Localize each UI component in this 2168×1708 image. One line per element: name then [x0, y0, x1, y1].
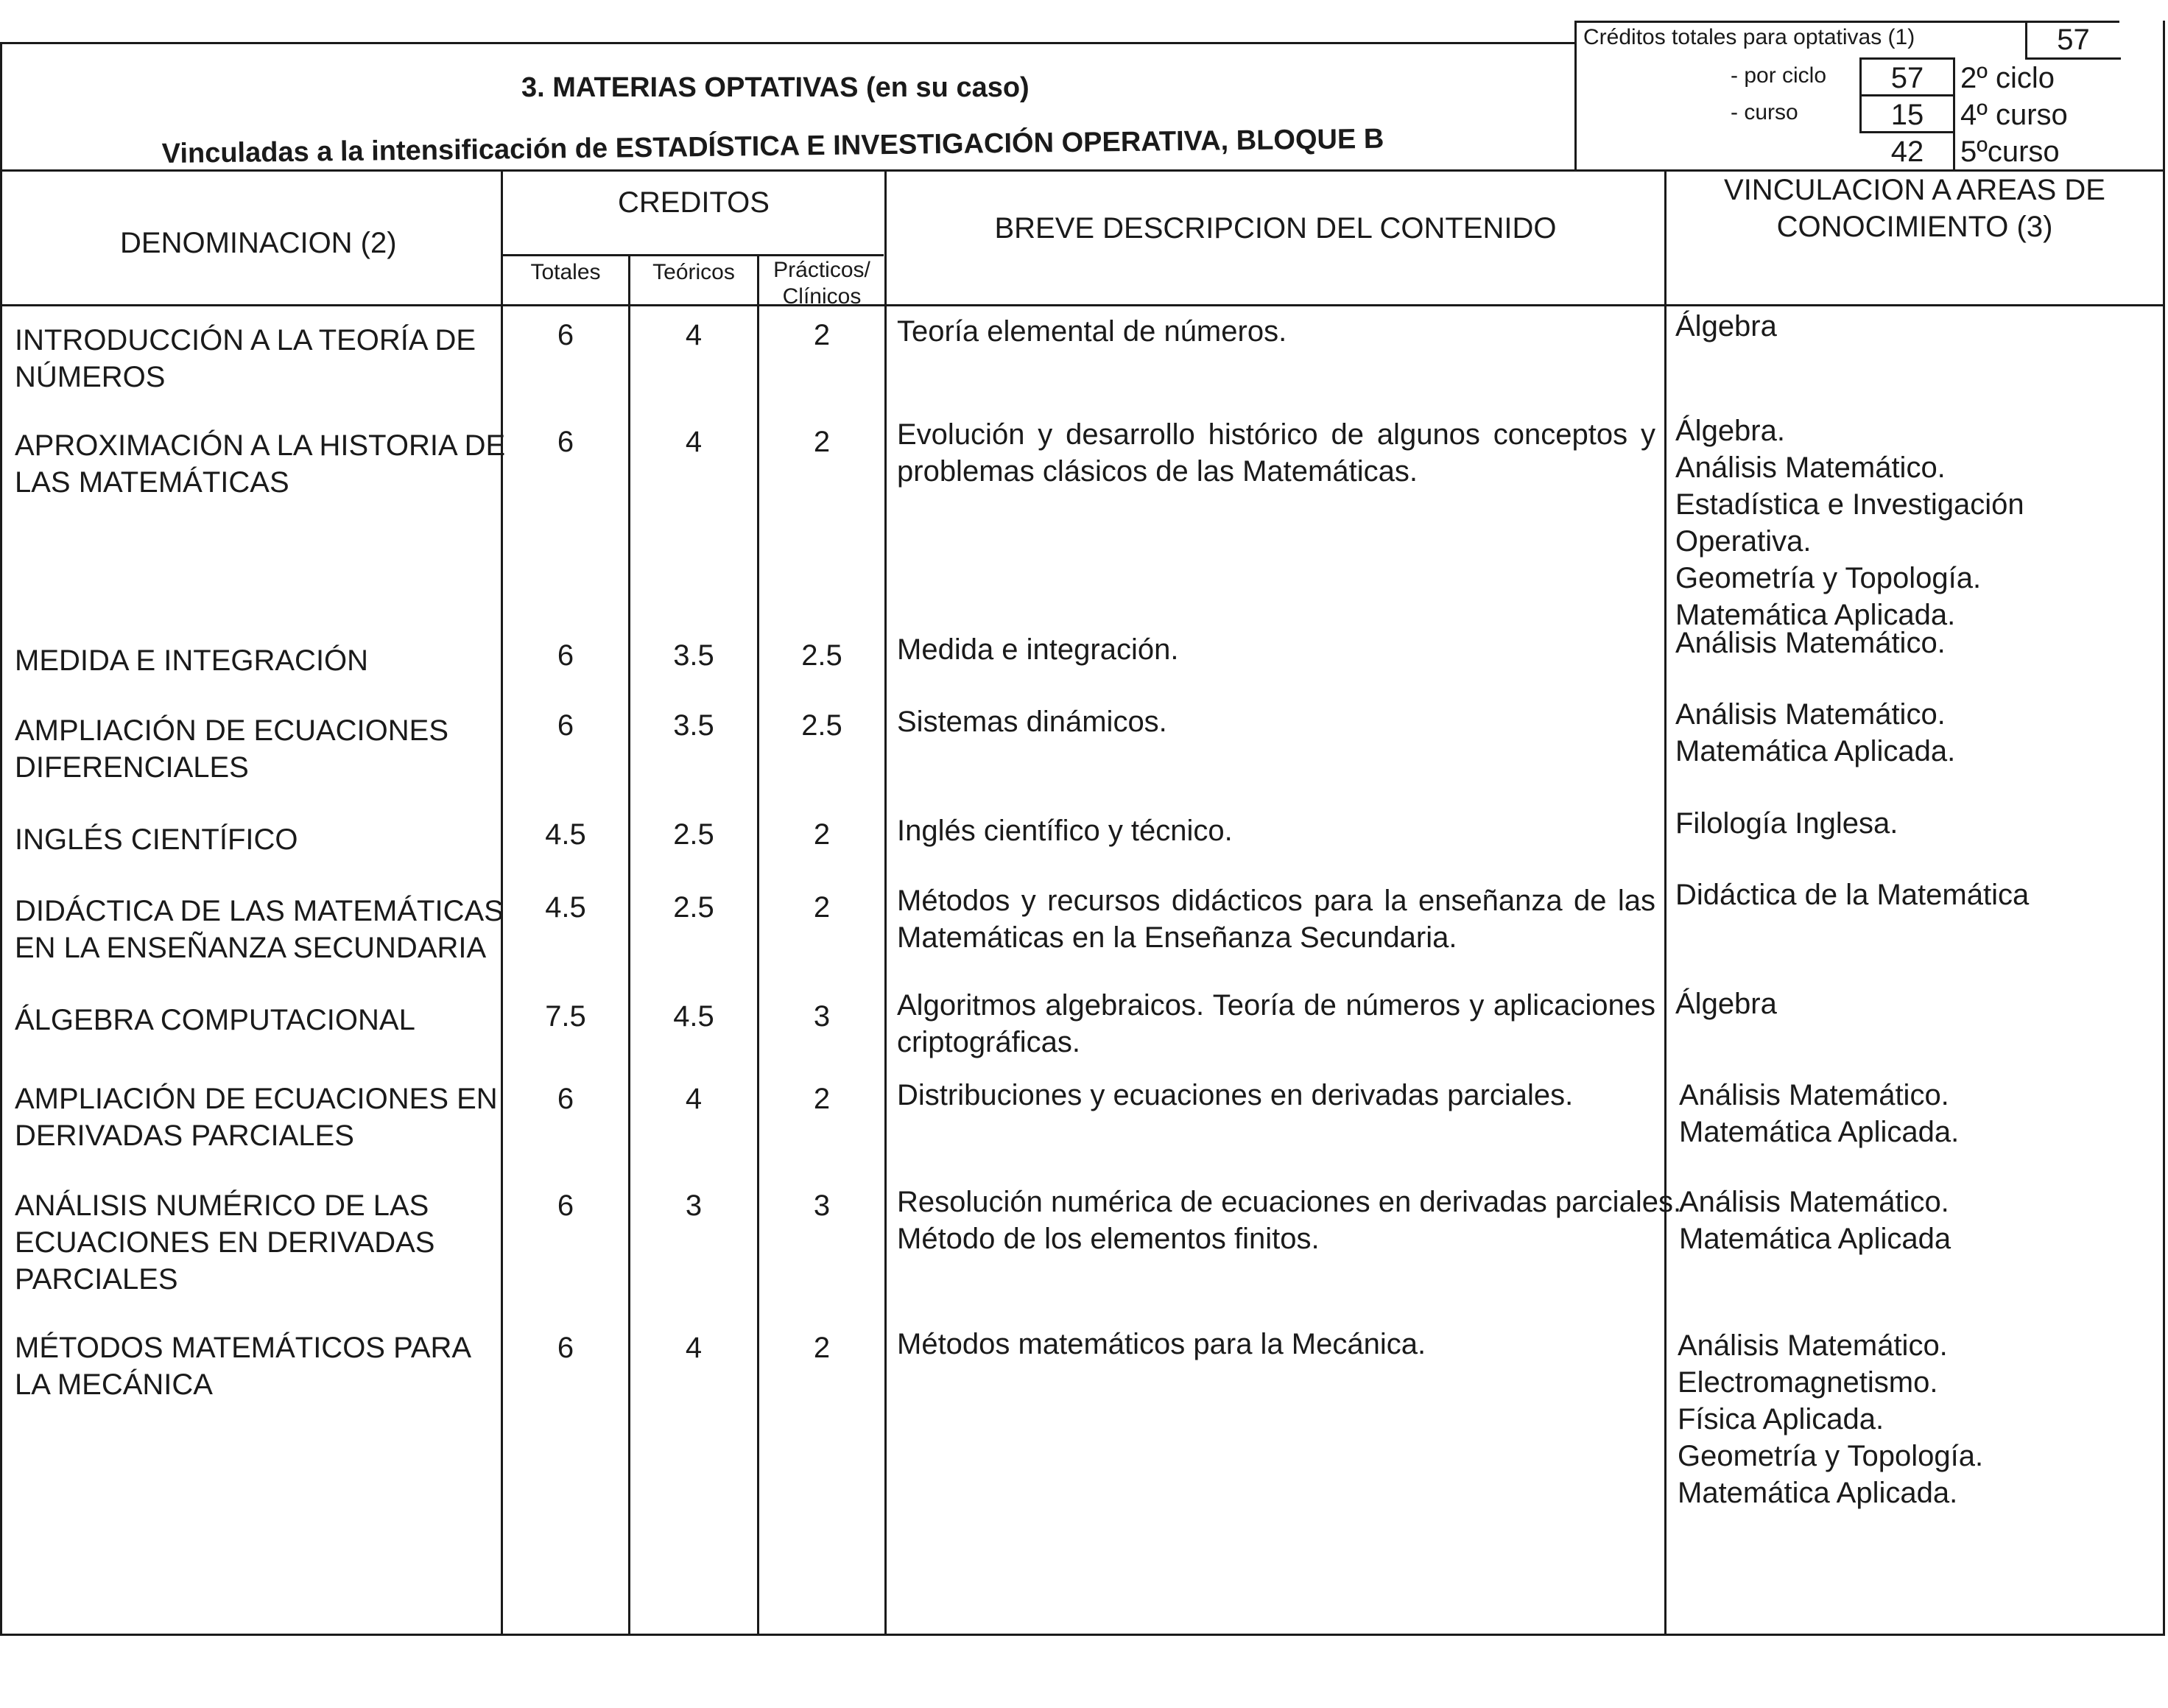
desc-line: Matemáticas en la Enseñanza Secundaria.: [897, 921, 1457, 954]
desc-line: problemas clásicos de las Matemáticas.: [897, 455, 1418, 488]
row-2-practicos: 2: [813, 426, 831, 458]
row-6-teoricos: 2.5: [673, 891, 714, 924]
area-item: Estadística e Investigación Operativa.: [1675, 488, 2024, 558]
area-item: Álgebra: [1675, 310, 1777, 342]
area-item: Matemática Aplicada.: [1675, 599, 1956, 631]
row-1-name: [15, 322, 476, 396]
desc-line: criptográficas.: [897, 1026, 1080, 1058]
desc-line: Sistemas dinámicos.: [897, 706, 1167, 738]
row-1-practicos: 2: [813, 319, 831, 351]
row-9-totales: 6: [557, 1189, 574, 1222]
desc-line: Método de los elementos finitos.: [897, 1223, 1320, 1255]
document-subtitle: [162, 125, 1384, 168]
row-2-areas: [1675, 412, 2168, 633]
subtitle-bold: ESTADÍSTICA E INVESTIGACIÓN OPERATIVA, BLOQUE B: [615, 123, 1384, 164]
row-8-desc: [897, 1077, 1573, 1114]
row-9-desc: [897, 1184, 1681, 1257]
ciclo-box-top: [1859, 57, 1955, 60]
curso-box-divider: [1859, 131, 1955, 133]
credits-ciclo-label: - por ciclo: [1731, 63, 1827, 88]
creditos-subheader-rule: [501, 254, 884, 256]
row-1-areas: [1675, 308, 1777, 345]
row-7-areas: [1675, 985, 1777, 1022]
row-7-name: [15, 1002, 415, 1038]
col-header-totales: Totales: [530, 260, 601, 284]
total-box-bottom: [2025, 57, 2121, 60]
area-item: Análisis Matemático.: [1679, 1079, 1949, 1111]
ciclo-box-right: [1953, 57, 1955, 172]
row-6-areas: [1675, 876, 2029, 913]
name-line: EN LA ENSEÑANZA SECUNDARIA: [15, 932, 487, 964]
area-item: Matemática Aplicada.: [1678, 1477, 1958, 1509]
row-4-totales: 6: [557, 709, 574, 742]
ciclo-box-divider: [1859, 94, 1955, 96]
row-10-name: [15, 1329, 471, 1403]
right-border: [2163, 21, 2165, 1636]
credits-total-value: 57: [2057, 24, 2090, 56]
name-line: AMPLIACIÓN DE ECUACIONES: [15, 714, 449, 747]
name-line: DIFERENCIALES: [15, 751, 249, 784]
row-7-desc: [897, 987, 1655, 1061]
col-divider-2: [628, 254, 630, 1634]
col-header-practicos-2: Clínicos: [782, 284, 862, 309]
col-header-creditos: CREDITOS: [618, 186, 770, 219]
row-4-name: [15, 712, 448, 786]
name-line: ÁLGEBRA COMPUTACIONAL: [15, 1004, 415, 1036]
row-10-totales: 6: [557, 1332, 574, 1364]
row-8-areas: [1679, 1077, 1959, 1150]
row-10-teoricos: 4: [685, 1332, 703, 1364]
area-item: Álgebra: [1675, 988, 1777, 1020]
area-item: Didáctica de la Matemática: [1675, 879, 2030, 911]
row-6-totales: 4.5: [545, 891, 586, 924]
name-line: INTRODUCCIÓN A LA TEORÍA DE: [15, 324, 476, 356]
credits-curso4-value: 15: [1890, 99, 1924, 131]
row-6-desc: [897, 882, 1655, 956]
bottom-border: [0, 1634, 2165, 1636]
row-10-desc: [897, 1326, 1426, 1363]
credits-curso-label: - curso: [1731, 100, 1798, 124]
row-6-practicos: 2: [813, 891, 831, 924]
row-10-areas: [1678, 1327, 1983, 1511]
row-8-practicos: 2: [813, 1083, 831, 1115]
top-border-right: [1574, 21, 2119, 23]
desc-line: Teoría elemental de números.: [897, 315, 1287, 348]
row-5-areas: [1675, 805, 1898, 842]
name-line: ECUACIONES EN DERIVADAS: [15, 1226, 435, 1259]
row-3-practicos: 2.5: [801, 639, 842, 672]
area-item: Electromagnetismo.: [1678, 1366, 1938, 1399]
row-5-totales: 4.5: [545, 818, 586, 851]
row-1-desc: [897, 313, 1287, 350]
name-line: ANÁLISIS NUMÉRICO DE LAS: [15, 1189, 429, 1222]
header-bottom-rule: [0, 169, 2165, 172]
credits-box-left-border: [1574, 21, 1577, 172]
left-border: [0, 42, 2, 1636]
row-4-practicos: 2.5: [801, 709, 842, 742]
name-line: LAS MATEMÁTICAS: [15, 466, 289, 499]
document-title: 3. MATERIAS OPTATIVAS (en su caso): [521, 72, 1030, 103]
row-3-teoricos: 3.5: [673, 639, 714, 672]
subtitle-prefix: Vinculadas a la intensificación de: [161, 133, 616, 169]
row-9-name: [15, 1187, 435, 1298]
name-line: NÚMEROS: [15, 361, 166, 393]
area-item: Geometría y Topología.: [1678, 1440, 1984, 1472]
row-9-teoricos: 3: [685, 1189, 703, 1222]
row-7-practicos: 3: [813, 1000, 831, 1033]
desc-line: Algoritmos algebraicos. Teoría de números y aplicaciones: [897, 989, 1655, 1022]
name-line: LA MECÁNICA: [15, 1368, 213, 1401]
name-line: MEDIDA E INTEGRACIÓN: [15, 644, 369, 677]
row-5-practicos: 2: [813, 818, 831, 851]
name-line: DERIVADAS PARCIALES: [15, 1120, 354, 1152]
row-2-teoricos: 4: [685, 426, 703, 458]
area-item: Física Aplicada.: [1678, 1403, 1884, 1435]
name-line: APROXIMACIÓN A LA HISTORIA DE: [15, 429, 506, 462]
row-3-name: [15, 642, 368, 679]
area-item: Análisis Matemático.: [1675, 451, 1946, 484]
column-header-bottom-rule: [0, 304, 2165, 306]
row-5-desc: [897, 812, 1233, 849]
row-10-practicos: 2: [813, 1332, 831, 1364]
desc-line: Evolución y desarrollo histórico de algunos conceptos y: [897, 418, 1655, 451]
desc-line: Medida e integración.: [897, 633, 1179, 666]
row-3-totales: 6: [557, 639, 574, 672]
col-divider-5: [1664, 172, 1667, 1634]
desc-line: Métodos matemáticos para la Mecánica.: [897, 1328, 1426, 1360]
area-item: Análisis Matemático.: [1675, 627, 1946, 659]
row-7-totales: 7.5: [545, 1000, 586, 1033]
row-2-totales: 6: [557, 426, 574, 458]
desc-line: Resolución numérica de ecuaciones en derivadas parciales.: [897, 1186, 1682, 1218]
row-6-name: [15, 893, 504, 966]
area-item: Geometría y Topología.: [1675, 562, 1982, 594]
credits-curso5-value: 42: [1890, 136, 1924, 168]
row-4-teoricos: 3.5: [673, 709, 714, 742]
credits-total-label: Créditos totales para optativas (1): [1583, 25, 1915, 49]
area-item: Matemática Aplicada.: [1675, 735, 1956, 767]
name-line: AMPLIACIÓN DE ECUACIONES EN: [15, 1083, 498, 1115]
row-8-totales: 6: [557, 1083, 574, 1115]
row-8-name: [15, 1080, 498, 1154]
col-header-practicos-1: Prácticos/: [773, 258, 870, 282]
row-4-desc: [897, 703, 1167, 740]
name-line: DIDÁCTICA DE LAS MATEMÁTICAS: [15, 895, 504, 927]
row-8-teoricos: 4: [685, 1083, 703, 1115]
top-border-left: [0, 42, 1576, 44]
area-item: Matemática Aplicada: [1679, 1223, 1951, 1255]
credits-curso4-name: 4º curso: [1960, 99, 2068, 131]
area-item: Álgebra.: [1675, 415, 1785, 447]
col-header-descripcion: BREVE DESCRIPCION DEL CONTENIDO: [994, 212, 1557, 245]
name-line: PARCIALES: [15, 1263, 178, 1296]
row-1-totales: 6: [557, 319, 574, 351]
desc-line: Distribuciones y ecuaciones en derivadas parciales.: [897, 1079, 1574, 1111]
desc-line: Inglés científico y técnico.: [897, 815, 1233, 847]
row-3-areas: [1675, 625, 1946, 661]
row-7-teoricos: 4.5: [673, 1000, 714, 1033]
area-item: Filología Inglesa.: [1675, 807, 1898, 840]
row-9-areas: [1679, 1184, 1951, 1257]
credits-ciclo-name: 2º ciclo: [1960, 62, 2055, 94]
row-5-name: [15, 821, 298, 858]
area-item: Análisis Matemático.: [1678, 1329, 1948, 1362]
name-line: MÉTODOS MATEMÁTICOS PARA: [15, 1332, 472, 1364]
col-header-areas-1: VINCULACION A AREAS DE: [1724, 174, 2105, 206]
row-4-areas: [1675, 696, 1955, 770]
row-2-name: [15, 427, 505, 501]
desc-line: Métodos y recursos didácticos para la enseñanza de las: [897, 885, 1655, 917]
col-header-teoricos: Teóricos: [652, 260, 735, 284]
row-3-desc: [897, 631, 1178, 668]
name-line: INGLÉS CIENTÍFICO: [15, 823, 298, 856]
credits-curso5-name: 5ºcurso: [1960, 136, 2060, 168]
row-5-teoricos: 2.5: [673, 818, 714, 851]
row-1-teoricos: 4: [685, 319, 703, 351]
col-divider-3: [757, 254, 759, 1634]
area-item: Matemática Aplicada.: [1679, 1116, 1960, 1148]
area-item: Análisis Matemático.: [1679, 1186, 1949, 1218]
credits-ciclo-value: 57: [1890, 62, 1924, 94]
row-2-desc: [897, 416, 1655, 490]
area-item: Análisis Matemático.: [1675, 698, 1946, 731]
col-header-denominacion: DENOMINACION (2): [120, 227, 397, 259]
row-9-practicos: 3: [813, 1189, 831, 1222]
col-divider-4: [884, 172, 887, 1634]
col-header-areas-2: CONOCIMIENTO (3): [1776, 211, 2053, 243]
